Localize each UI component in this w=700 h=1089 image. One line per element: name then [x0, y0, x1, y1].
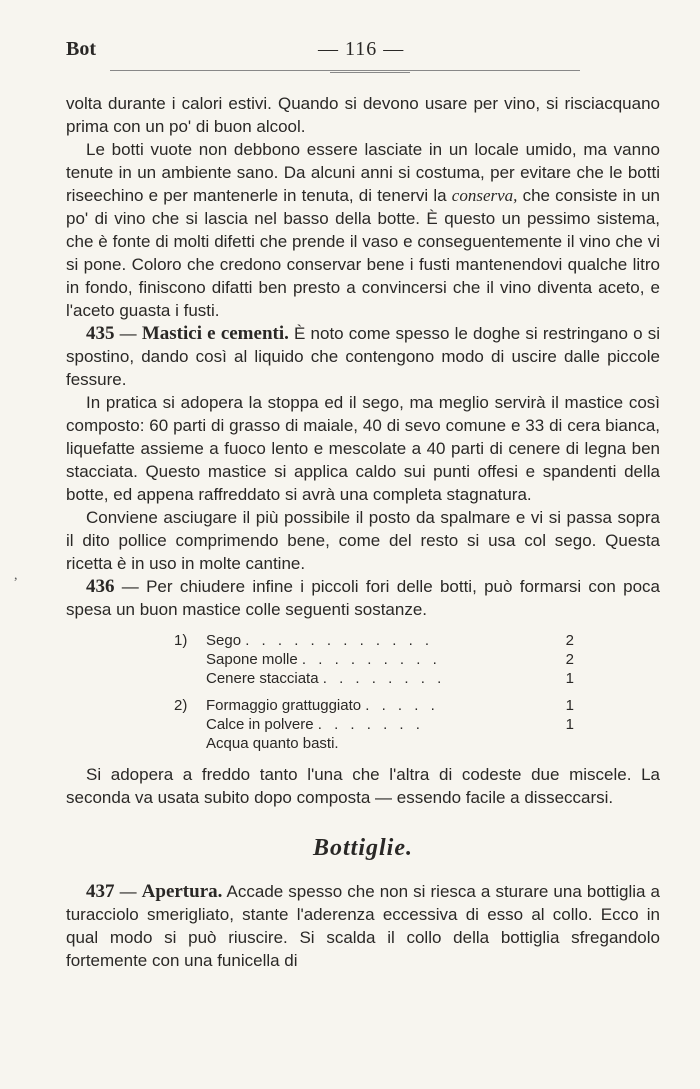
recipe-table — [174, 631, 574, 753]
paragraph: In pratica si adopera la stoppa ed il sego, ma meglio servirà il mastice così composto: 60 parti di grasso di maiale, 40 di sevo comune e 33 di cera bianca, liquefatte assieme a fuoco lento e mescolate a 40 parti di cenere di legna ben stacciata. Questo mastice si applica caldo sui punti offesi e spandenti della botte, ed appena raffreddato si avrà una completa stagnatura. — [66, 393, 660, 504]
section-title: Bottiglie. — [313, 835, 413, 861]
paragraph-437: 437 — Apertura. Accade spesso che non si riesca a sturare una bottiglia a turacciolo smerigliato, stante l'aderenza eccessiva di esso al collo. Ecco in qual modo si può riuscire. Si scalda il collo della bottiglia sfregandolo fortemente con una funicella di — [66, 881, 660, 970]
paragraph: volta durante i calori estivi. Quando si devono usare per vino, si risciacquano prima con un po' di buon alcool. — [66, 94, 660, 136]
paragraph: Conviene asciugare il più possibile il posto da spalmare e vi si passa sopra il dito pollice comprimendo bene, come del resto si usa col sego. Questa ricetta è in uso in molte cantine. — [66, 508, 660, 573]
margin-mark: , — [14, 568, 18, 583]
italic-term: conserva, — [451, 186, 518, 205]
page-body — [66, 92, 660, 972]
page-header — [66, 38, 660, 64]
recipe-row: Cenere stacciata . . . . . . . . 1 — [206, 670, 574, 687]
paragraph-436: 436 — Per chiudere infine i piccoli fori delle botti, può formarsi con poca spesa un buon mastice colle seguenti sostanze. — [66, 576, 660, 619]
recipe-row: Calce in polvere . . . . . . . 1 — [206, 716, 574, 733]
section-heading: Mastici e cementi. — [141, 323, 289, 344]
recipe-row: 2) Formaggio grattuggiato . . . . . 1 — [174, 697, 574, 714]
header-rule — [110, 70, 580, 71]
recipe-row: Acqua quanto basti. — [206, 735, 339, 752]
paragraph-435: 435 — Mastici e cementi. È noto come spesso le doghe si restringano o si spostino, dando così al liquido che contengono modo di uscire dalle piccole fessure. — [66, 323, 660, 389]
page-number: — 116 — — [318, 38, 405, 60]
section-number: 436 — [86, 576, 115, 597]
recipe-row: Sapone molle . . . . . . . . . 2 — [206, 651, 574, 668]
header-rule-short — [330, 72, 410, 73]
running-head: Bot — [66, 38, 96, 60]
section-number: 437 — [86, 881, 115, 902]
section-heading: Apertura. — [141, 881, 223, 902]
paragraph: Le botti vuote non debbono essere lasciate in un locale umido, ma vanno tenute in un ambiente sano. Da alcuni anni si costuma, per evitare che le botti riseechino e per mantenerle in tenuta, di tenervi la conserva, che consiste in un po' di vino che si lascia nel basso della botte. È questo un pessimo sistema, che è fonte di molti difetti che prende il vaso e conseguentemente il vino che vi si pone. Coloro che credono conservar bene i fusti mantenendovi qualche litro in fondo, finiscono difatti ben presto a convincersi che il vino diventa aceto, e l'aceto guasta i fusti. — [66, 140, 660, 320]
recipe-row: 1) Sego . . . . . . . . . . . . 2 — [174, 632, 574, 649]
paragraph: Si adopera a freddo tanto l'una che l'altra di codeste due miscele. La seconda va usata subito dopo composta — essendo facile a disseccarsi. — [66, 765, 660, 807]
section-number: 435 — [86, 323, 115, 344]
